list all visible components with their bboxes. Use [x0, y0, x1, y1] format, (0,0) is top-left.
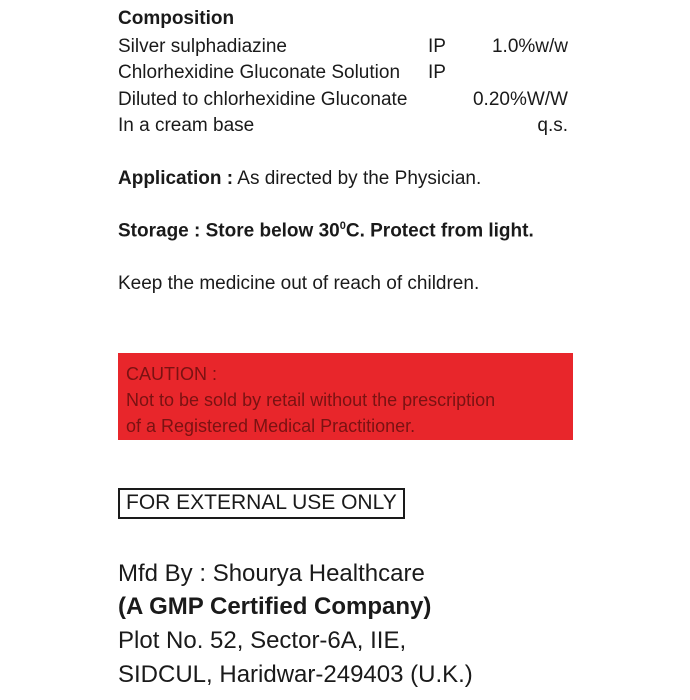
manufacturer-address: SIDCUL, Haridwar-249403 (U.K.) [118, 661, 473, 688]
composition-row [118, 62, 568, 88]
storage-label: Storage : Store below 30 [118, 220, 340, 242]
ingredient-value: q.s. [537, 115, 568, 136]
application-line [118, 168, 481, 190]
application-label: Application : [118, 168, 234, 189]
application-text: As directed by the Physician. [233, 168, 482, 189]
composition-row [118, 115, 568, 141]
caution-line: Not to be sold by retail without the prescription [126, 390, 496, 410]
ingredient-name: Silver sulphadiazine [118, 36, 287, 57]
composition-heading: Composition [118, 8, 235, 29]
ingredient-standard: IP [428, 62, 446, 83]
caution-line: of a Registered Medical Practitioner. [126, 416, 416, 436]
composition-row [118, 89, 568, 115]
manufacturer-name: Mfd By : Shourya Healthcare [118, 560, 425, 587]
degree-mark: 0 [339, 220, 346, 232]
caution-box [118, 353, 573, 440]
gmp-certification: (A GMP Certified Company) [118, 593, 432, 620]
manufacturer-address: Plot No. 52, Sector-6A, IIE, [118, 627, 407, 654]
ingredient-name: Diluted to chlorhexidine Gluconate [118, 89, 408, 110]
ingredient-name: Chlorhexidine Gluconate Solution [118, 62, 401, 83]
ingredient-name: In a cream base [118, 115, 255, 136]
ingredient-standard: IP [428, 36, 446, 57]
storage-rest: C. Protect from light. [345, 220, 534, 242]
composition-row [118, 36, 568, 62]
ingredient-value: 1.0%w/w [491, 36, 568, 57]
external-use-box: FOR EXTERNAL USE ONLY [118, 488, 405, 519]
storage-line [118, 220, 534, 242]
ingredient-value: 0.20%W/W [472, 89, 568, 110]
keep-out-of-reach-text: Keep the medicine out of reach of children. [118, 273, 480, 294]
caution-title: CAUTION : [126, 364, 218, 384]
